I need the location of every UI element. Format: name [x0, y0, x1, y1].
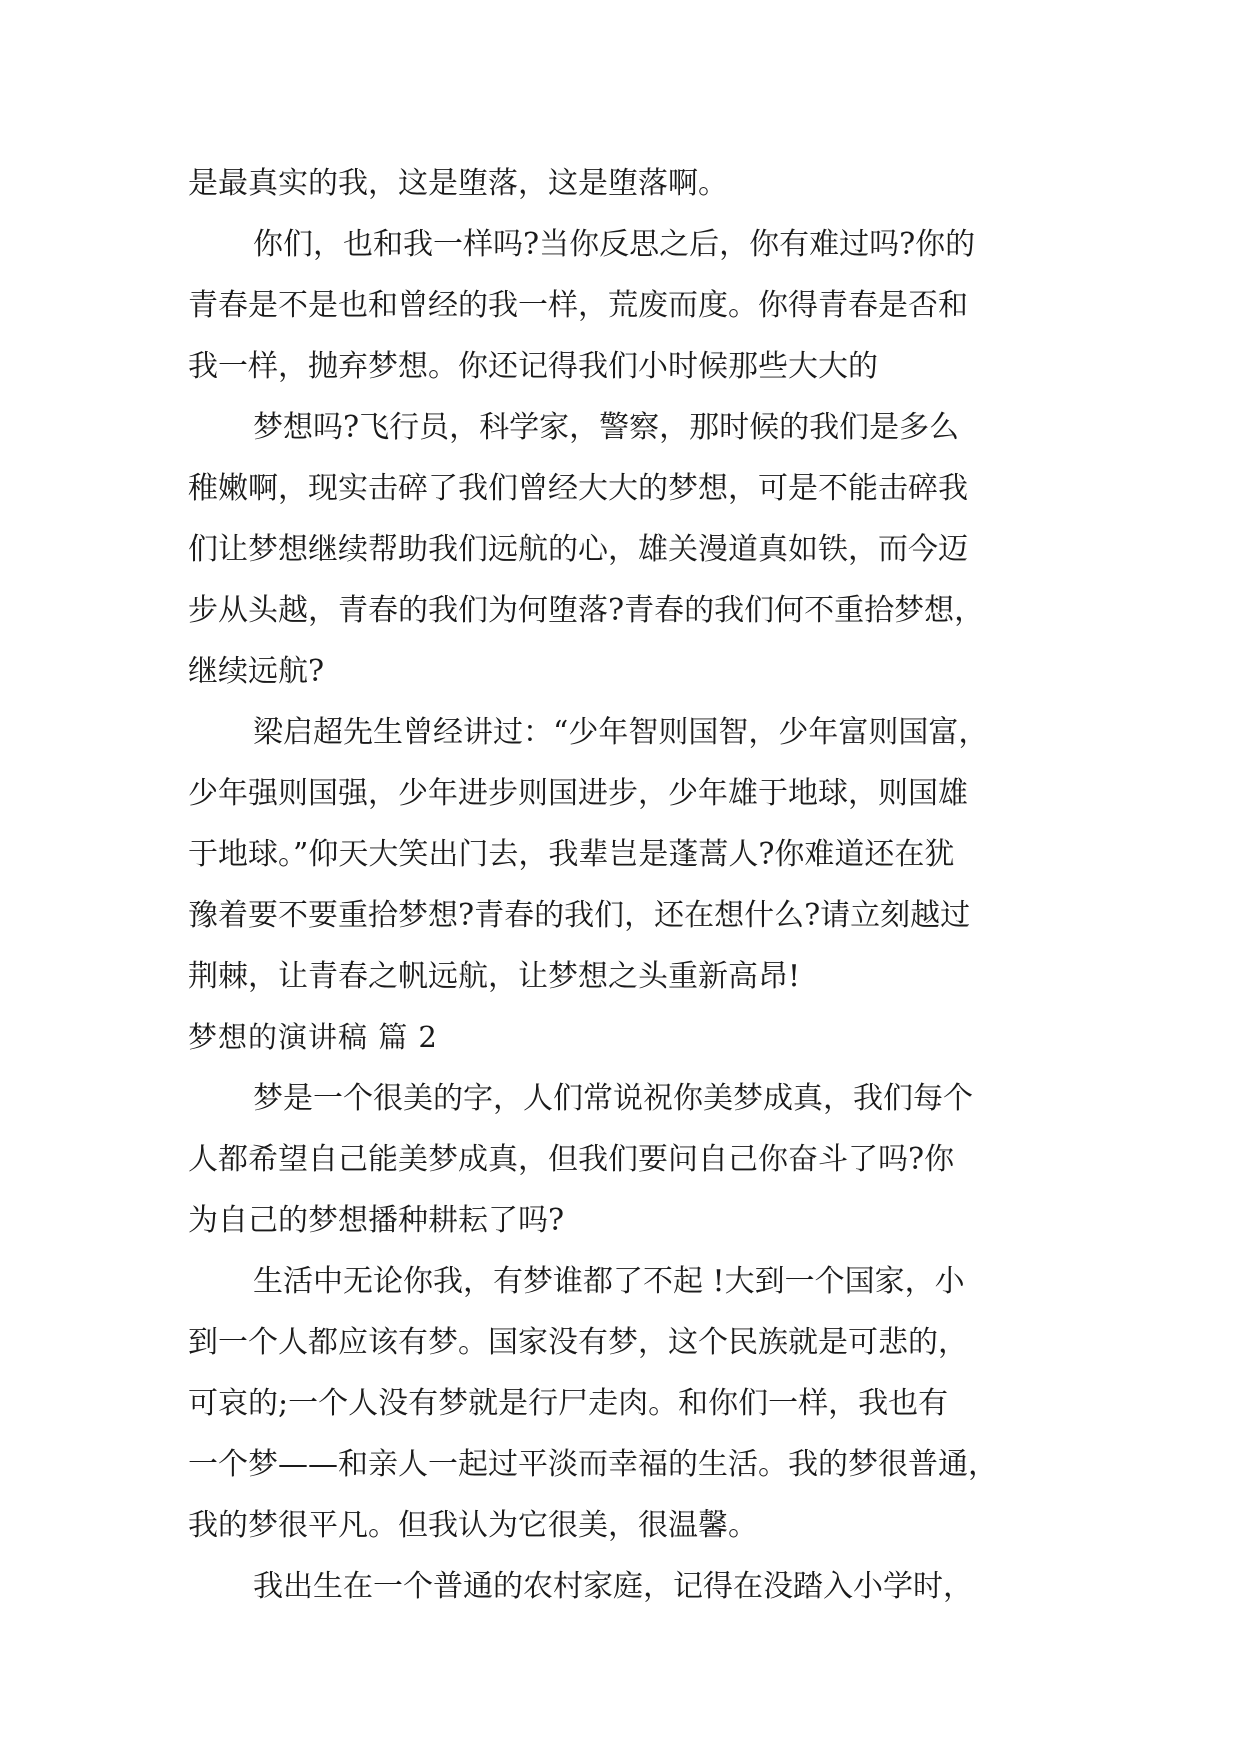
text-line: 可哀的;一个人没有梦就是行尸走肉。和你们一样，我也有	[188, 1386, 949, 1421]
text-line: 一个梦——和亲人一起过平淡而幸福的生活。我的梦很普通，	[188, 1447, 998, 1482]
paragraph-first-line: 生活中无论你我，有梦谁都了不起 !大到一个国家，小	[253, 1264, 965, 1299]
paragraph-first-line: 我出生在一个普通的农村家庭，记得在没踏入小学时，	[253, 1569, 973, 1604]
text-line: 人都希望自己能美梦成真，但我们要问自己你奋斗了吗?你	[188, 1142, 955, 1177]
text-line: 荆棘，让青春之帆远航，让梦想之头重新高昂!	[188, 959, 801, 994]
text-line: 我一样，抛弃梦想。你还记得我们小时候那些大大的	[188, 349, 878, 384]
text-line: 为自己的梦想播种耕耘了吗?	[188, 1203, 565, 1238]
paragraph-first-line: 梦想吗?飞行员，科学家，警察，那时候的我们是多么	[253, 410, 960, 445]
text-line: 到一个人都应该有梦。国家没有梦，这个民族就是可悲的，	[188, 1325, 968, 1360]
text-line: 青春是不是也和曾经的我一样，荒废而度。你得青春是否和	[188, 288, 968, 323]
text-line: 继续远航?	[188, 654, 325, 689]
text-line: 于地球。”仰天大笑出门去，我辈岂是蓬蒿人?你难道还在犹	[188, 837, 955, 872]
text-line: 是最真实的我，这是堕落，这是堕落啊。	[188, 166, 728, 201]
text-line: 稚嫩啊，现实击碎了我们曾经大大的梦想，可是不能击碎我	[188, 471, 968, 506]
section-heading: 梦想的演讲稿 篇 2	[188, 1020, 438, 1054]
text-line: 豫着要不要重拾梦想?青春的我们，还在想什么?请立刻越过	[188, 898, 971, 933]
text-line: 我的梦很平凡。但我认为它很美，很温馨。	[188, 1508, 758, 1543]
text-line: 少年强则国强，少年进步则国进步，少年雄于地球，则国雄	[188, 776, 968, 811]
paragraph-first-line: 梦是一个很美的字，人们常说祝你美梦成真，我们每个	[253, 1081, 973, 1116]
text-line: 们让梦想继续帮助我们远航的心，雄关漫道真如铁，而今迈	[188, 532, 968, 567]
paragraph-first-line: 梁启超先生曾经讲过：“少年智则国智，少年富则国富，	[253, 715, 989, 750]
text-line: 步从头越，青春的我们为何堕落?青春的我们何不重拾梦想，	[188, 593, 985, 628]
paragraph-first-line: 你们，也和我一样吗?当你反思之后，你有难过吗?你的	[253, 227, 976, 262]
document-body	[188, 153, 1068, 1617]
